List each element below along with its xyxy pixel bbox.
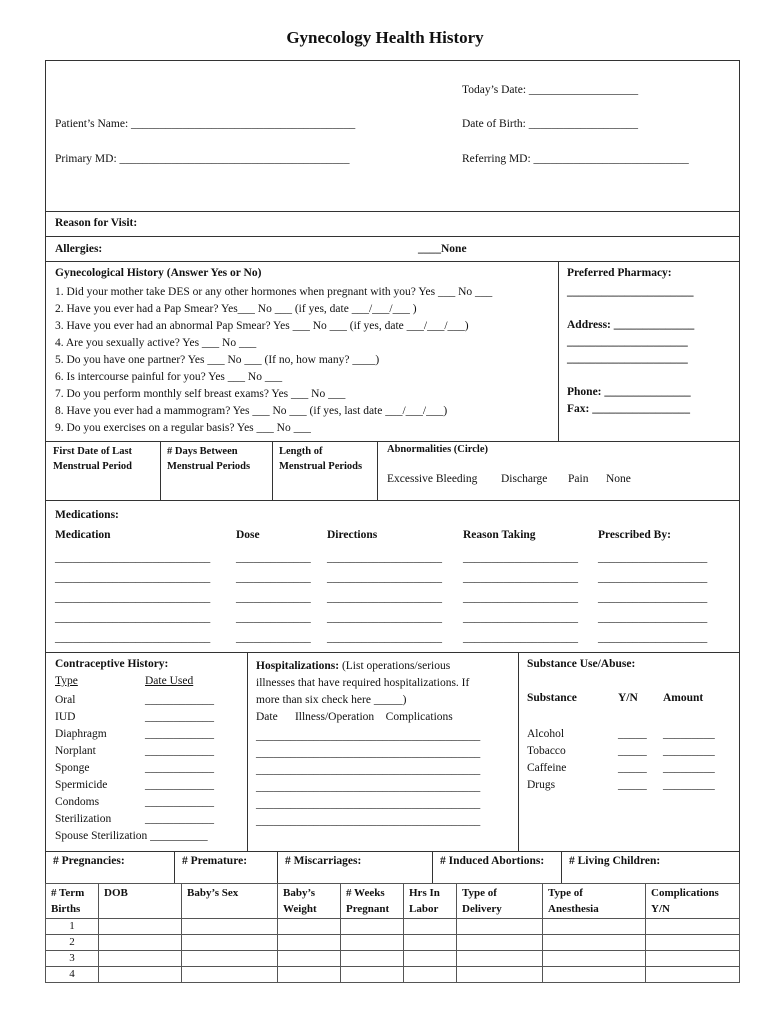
med-col-prescribed-by: Prescribed By: bbox=[598, 529, 671, 541]
page-title: Gynecology Health History bbox=[286, 28, 484, 47]
hospitalization-line[interactable]: _______________________________________ bbox=[256, 764, 481, 776]
hospitalizations-more-than-six[interactable]: more than six check here _____) bbox=[256, 694, 407, 706]
abnormalities-label: Abnormalities (Circle) bbox=[387, 444, 488, 455]
contraceptive-heading: Contraceptive History: bbox=[55, 658, 169, 670]
hospitalization-lines bbox=[256, 728, 480, 830]
living-children-label: # Living Children: bbox=[569, 855, 661, 867]
contraceptive-oral[interactable]: Oral ____________ bbox=[55, 694, 214, 706]
substance-drugs[interactable]: Drugs _____ _________ bbox=[527, 779, 715, 791]
pharmacy-address-field[interactable]: Address: ______________ bbox=[567, 319, 695, 331]
substance-caffeine[interactable]: Caffeine _____ _________ bbox=[527, 762, 715, 774]
contraceptive-sponge[interactable]: Sponge ____________ bbox=[55, 762, 214, 774]
medication-row[interactable]: ___________________________ _____________ ____________________ ____________________ ___________________ bbox=[55, 612, 708, 624]
reason-for-visit-label: Reason for Visit: bbox=[55, 217, 138, 229]
substance-col-substance: Substance bbox=[527, 692, 577, 704]
pharmacy-address-line-3[interactable]: _____________________ bbox=[567, 353, 688, 365]
col-hrs-labor: Hrs In Labor bbox=[404, 884, 457, 919]
contraceptive-col-type: Type bbox=[55, 675, 78, 687]
med-col-dose: Dose bbox=[236, 529, 260, 541]
pharmacy-phone-field[interactable]: Phone: _______________ bbox=[567, 386, 691, 398]
gyn-question-9[interactable]: 9. Do you exercises on a regular basis? Yes ___ No ___ bbox=[55, 422, 311, 434]
med-col-directions: Directions bbox=[327, 529, 378, 541]
hospitalizations-columns: Date Illness/Operation Complications bbox=[256, 711, 453, 723]
allergies-none-option[interactable]: ____None bbox=[418, 243, 467, 255]
contraceptive-sterilization[interactable]: Sterilization ____________ bbox=[55, 813, 214, 825]
col-type-anesthesia: Type of Anesthesia bbox=[543, 884, 646, 919]
pregnancies-label: # Pregnancies: bbox=[53, 855, 125, 867]
med-col-reason: Reason Taking bbox=[463, 529, 536, 541]
gyn-question-5[interactable]: 5. Do you have one partner? Yes ___ No ___ (If no, how many? ____) bbox=[55, 354, 380, 366]
menstrual-col-2-label: # Days Between Menstrual Periods bbox=[167, 446, 251, 472]
allergies-box[interactable] bbox=[45, 236, 740, 262]
reason-for-visit-box[interactable] bbox=[45, 211, 740, 237]
referring-md-field[interactable]: Referring MD: ___________________________ bbox=[462, 153, 689, 165]
date-of-birth-field[interactable]: Date of Birth: ___________________ bbox=[462, 118, 638, 130]
pharmacy-fax-field[interactable]: Fax: _________________ bbox=[567, 403, 690, 415]
medications-heading: Medications: bbox=[55, 509, 119, 521]
hospitalization-line[interactable]: _______________________________________ bbox=[256, 747, 481, 759]
hospitalization-line[interactable]: _______________________________________ bbox=[256, 781, 481, 793]
medication-rows bbox=[55, 548, 707, 648]
gyn-question-7[interactable]: 7. Do you perform monthly self breast exams? Yes ___ No ___ bbox=[55, 388, 346, 400]
todays-date-field[interactable]: Today’s Date: ___________________ bbox=[462, 84, 639, 96]
abnormality-pain[interactable]: Pain bbox=[568, 473, 589, 485]
contraceptive-col-date: Date Used bbox=[145, 675, 194, 687]
substance-col-yn: Y/N bbox=[618, 692, 638, 704]
substance-tobacco[interactable]: Tobacco _____ _________ bbox=[527, 745, 715, 757]
col-type-delivery: Type of Delivery bbox=[457, 884, 543, 919]
allergies-label: Allergies: bbox=[55, 243, 103, 255]
patient-info-box bbox=[45, 60, 740, 212]
col-dob: DOB bbox=[99, 884, 182, 919]
table-row[interactable]: 2 bbox=[46, 935, 740, 951]
gyn-question-6[interactable]: 6. Is intercourse painful for you? Yes ___ No ___ bbox=[55, 371, 283, 383]
hospitalization-line[interactable]: _______________________________________ bbox=[256, 730, 481, 742]
abnormality-excessive-bleeding[interactable]: Excessive Bleeding bbox=[387, 473, 478, 485]
abnormality-discharge[interactable]: Discharge bbox=[501, 473, 548, 485]
substance-col-amount: Amount bbox=[663, 692, 704, 704]
substance-list bbox=[527, 726, 715, 794]
col-babys-sex: Baby’s Sex bbox=[182, 884, 278, 919]
med-col-medication: Medication bbox=[55, 529, 111, 541]
medication-row[interactable]: ___________________________ _____________ ____________________ ____________________ ___________________ bbox=[55, 552, 708, 564]
contraceptive-iud[interactable]: IUD ____________ bbox=[55, 711, 214, 723]
col-term-births: # Term Births bbox=[46, 884, 99, 919]
gyn-history-list bbox=[55, 284, 492, 437]
patient-name-field[interactable]: Patient’s Name: _______________________________________ bbox=[55, 118, 356, 130]
col-weeks-pregnant: # Weeks Pregnant bbox=[341, 884, 404, 919]
induced-abortions-label: # Induced Abortions: bbox=[440, 855, 545, 867]
menstrual-col-1-label: First Date of Last Menstrual Period bbox=[53, 446, 133, 472]
primary-md-field[interactable]: Primary MD: ________________________________________ bbox=[55, 153, 350, 165]
contraceptive-norplant[interactable]: Norplant ____________ bbox=[55, 745, 214, 757]
gyn-history-heading: Gynecological History (Answer Yes or No) bbox=[55, 267, 262, 279]
births-header-row bbox=[46, 884, 740, 919]
table-row[interactable]: 4 bbox=[46, 967, 740, 983]
gyn-question-8[interactable]: 8. Have you ever had a mammogram? Yes ___ No ___ (if yes, last date ___/___/___) bbox=[55, 405, 448, 417]
contraceptive-diaphragm[interactable]: Diaphragm ____________ bbox=[55, 728, 214, 740]
menstrual-col-3-label: Length of Menstrual Periods bbox=[279, 446, 363, 472]
pharmacy-address-line-2[interactable]: _____________________ bbox=[567, 336, 688, 348]
contraceptive-list bbox=[55, 692, 214, 845]
contraceptive-spermicide[interactable]: Spermicide ____________ bbox=[55, 779, 214, 791]
gyn-question-3[interactable]: 3. Have you ever had an abnormal Pap Smear? Yes ___ No ___ (if yes, date ___/___/___) bbox=[55, 320, 469, 332]
hospitalizations-intro: Hospitalizations: (List operations/serious illnesses that have required hospitalizations. If more than six check here _____) Date Illness/Operation Complications bbox=[256, 658, 469, 726]
medication-row[interactable]: ___________________________ _____________ ____________________ ____________________ ___________________ bbox=[55, 572, 708, 584]
abnormality-none[interactable]: None bbox=[606, 473, 631, 485]
col-babys-weight: Baby’s Weight bbox=[278, 884, 341, 919]
contraceptive-condoms[interactable]: Condoms ____________ bbox=[55, 796, 214, 808]
premature-label: # Premature: bbox=[182, 855, 248, 867]
hospitalizations-heading: Hospitalizations: bbox=[256, 660, 340, 672]
gyn-question-1[interactable]: 1. Did your mother take DES or any other hormones when pregnant with you? Yes ___ No ___ bbox=[55, 286, 493, 298]
hospitalization-line[interactable]: _______________________________________ bbox=[256, 815, 481, 827]
contraceptive-spouse-sterilization[interactable]: Spouse Sterilization __________ bbox=[55, 830, 208, 842]
gyn-question-4[interactable]: 4. Are you sexually active? Yes ___ No ___ bbox=[55, 337, 257, 349]
table-row[interactable]: 1 bbox=[46, 919, 740, 935]
gyn-question-2[interactable]: 2. Have you ever had a Pap Smear? Yes___ No ___ (if yes, date ___/___/___ ) bbox=[55, 303, 417, 315]
col-complications: Complications Y/N bbox=[646, 884, 740, 919]
births-table bbox=[45, 883, 740, 983]
medication-row[interactable]: ___________________________ _____________ ____________________ ____________________ ___________________ bbox=[55, 632, 708, 644]
substance-alcohol[interactable]: Alcohol _____ _________ bbox=[527, 728, 715, 740]
substance-heading: Substance Use/Abuse: bbox=[527, 658, 636, 670]
pharmacy-name-field[interactable]: ______________________ bbox=[567, 286, 694, 298]
miscarriages-label: # Miscarriages: bbox=[285, 855, 362, 867]
table-row[interactable]: 3 bbox=[46, 951, 740, 967]
pharmacy-heading: Preferred Pharmacy: bbox=[567, 267, 672, 279]
medication-row[interactable]: ___________________________ _____________ ____________________ ____________________ ___________________ bbox=[55, 592, 708, 604]
hospitalization-line[interactable]: _______________________________________ bbox=[256, 798, 481, 810]
